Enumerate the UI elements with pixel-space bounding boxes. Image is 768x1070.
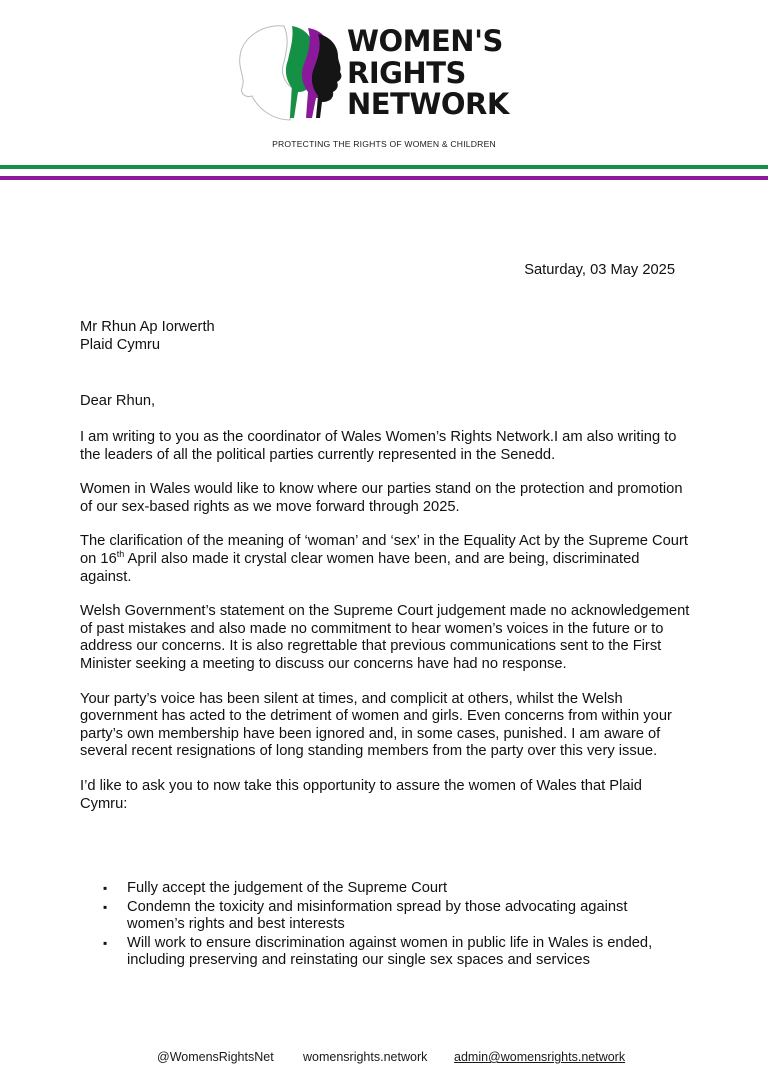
paragraph-text: The clarification of the meaning of ‘woman’ and ‘sex’ in the Equality Act by the Supreme Court on 16 <box>80 533 688 567</box>
paragraph: I am writing to you as the coordinator of Wales Women’s Rights Network.I am also writing to the leaders of all the political parties currently represented in the Senedd. <box>80 429 677 463</box>
paragraph <box>80 533 690 586</box>
list-item-text: Will work to ensure discrimination against women in public life in Wales is ended, including preserving and reinstating our single sex spaces and services <box>127 934 653 969</box>
letter-date: Saturday, 03 May 2025 <box>524 262 675 278</box>
salutation: Dear Rhun, <box>80 393 156 409</box>
letter-body <box>80 429 690 830</box>
footer-email-link[interactable]: admin@womensrights.network <box>454 1050 626 1064</box>
org-name-line-2: RIGHTS <box>347 55 466 90</box>
recipient-organisation: Plaid Cymru <box>80 337 160 353</box>
bullet-marker: ▪ <box>103 899 108 914</box>
bullet-marker: ▪ <box>103 881 108 895</box>
paragraph: Welsh Government’s statement on the Supreme Court judgement made no acknowledgement of past mistakes and also made no commitment to hear women’s voices in the future or to address our concerns. It is also regrettable that previous communications sent to the First Minister seeking a meeting to discuss our concerns have had no response. <box>80 603 690 672</box>
letterhead <box>0 0 768 190</box>
footer-website-link[interactable]: womensrights.network <box>303 1050 428 1064</box>
list-item <box>80 899 680 934</box>
bullet-marker: ▪ <box>103 935 108 950</box>
ordinal-suffix: th <box>116 549 125 560</box>
org-name-line-3: NETWORK <box>347 87 509 121</box>
org-name-line-1: WOMEN'S <box>347 24 503 58</box>
paragraph-text: April also made it crystal clear women have been, and are being, discriminated against. <box>80 550 640 585</box>
list-item-text: Fully accept the judgement of the Supreme Court <box>127 880 448 896</box>
list-item-text: Condemn the toxicity and misinformation spread by those advocating against women’s rights and best interests <box>127 898 628 933</box>
logo-head-outline <box>240 26 292 120</box>
list-item <box>80 935 680 970</box>
recipient-name: Mr Rhun Ap Iorwerth <box>80 319 215 335</box>
footer-twitter-handle[interactable]: @WomensRightsNet <box>157 1050 274 1064</box>
purple-divider <box>0 176 768 180</box>
recipient-block <box>80 318 215 354</box>
green-divider <box>0 165 768 169</box>
paragraph: Women in Wales would like to know where our parties stand on the protection and promotion of our sex-based rights as we move forward through 2025. <box>80 481 683 515</box>
paragraph: Your party’s voice has been silent at times, and complicit at others, whilst the Welsh government has acted to the detriment of women and girls. Even concerns from within your party’s own membership have been ignored and, in some cases, punished. I am aware of several recent resignations of long standing members from the party over this very issue. <box>80 690 672 760</box>
organisation-name <box>347 26 509 121</box>
womens-rights-network-logo <box>232 22 352 126</box>
demands-list <box>80 880 680 971</box>
tagline: PROTECTING THE RIGHTS OF WOMEN & CHILDREN <box>272 139 496 149</box>
paragraph: I’d like to ask you to now take this opportunity to assure the women of Wales that Plaid Cymru: <box>80 777 642 812</box>
list-item <box>80 880 680 898</box>
